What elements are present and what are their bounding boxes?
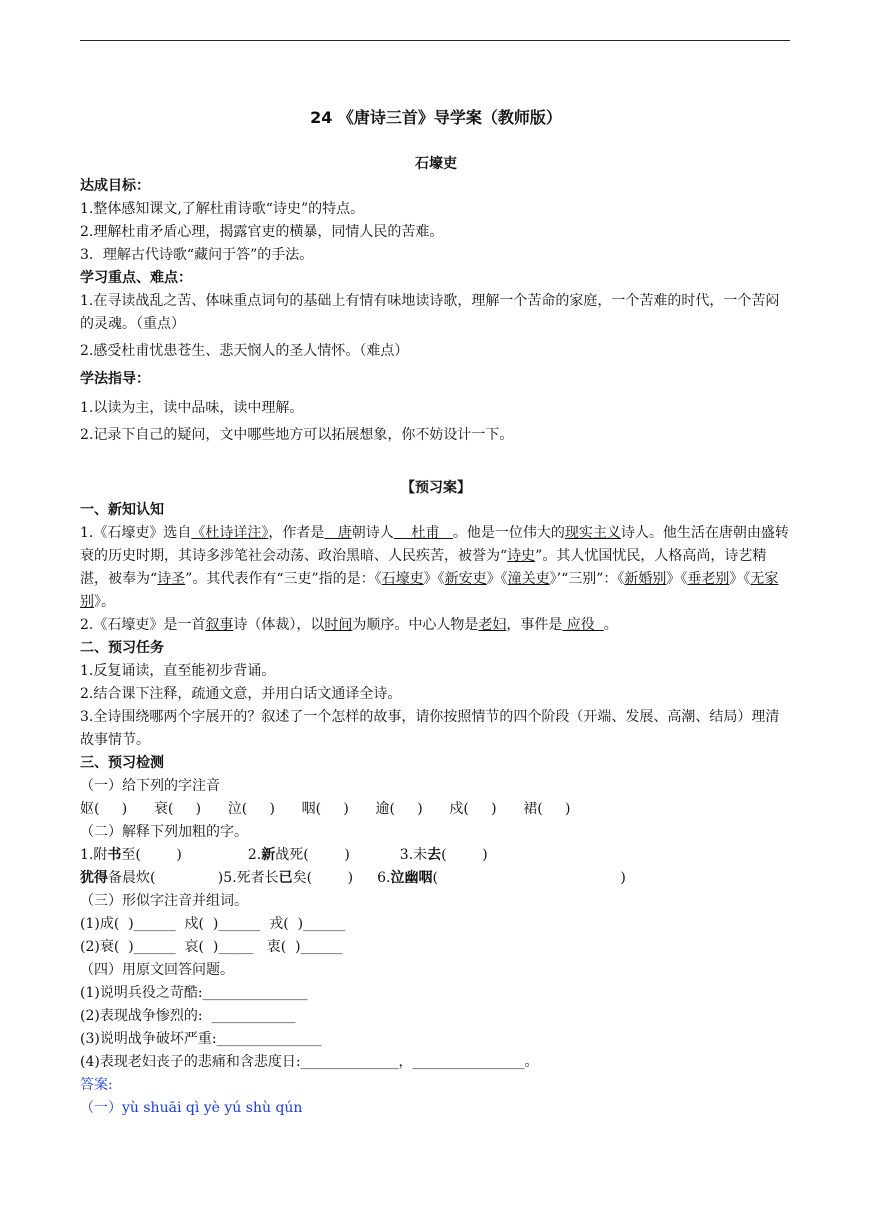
quote-question: (4)表现老妇丧子的悲痛和含悲度日:______________，________________。 (80, 1054, 539, 1070)
text: 备晨炊( )5.死者长 (108, 870, 279, 886)
explain-row (80, 844, 792, 867)
answer-style: 现实主义 (564, 525, 621, 541)
answer-order: 时间 (324, 617, 353, 633)
bold-char: 书 (107, 847, 122, 863)
header-rule (80, 40, 790, 41)
text: 诗（体裁），以 (233, 617, 325, 633)
question-title: （二）解释下列加粗的字。 (80, 824, 248, 840)
method-section (80, 368, 792, 391)
bold-char: 已 (278, 870, 293, 886)
text: 朝诗人 (351, 525, 394, 541)
focus-item: 2.感受杜甫忧患苍生、悲天悯人的圣人情怀。（难点） (80, 343, 409, 359)
goal-item: 2.理解杜甫矛盾心理，揭露官吏的横暴，同情人民的苦难。 (80, 224, 444, 240)
preview-section (80, 499, 792, 1120)
text: 》《 (729, 571, 751, 587)
method-heading: 学法指导： (80, 371, 150, 387)
text: 1.附 (80, 847, 108, 863)
quote-question: (2)表现战争惨烈的: ____________ (80, 1008, 296, 1024)
goals-section (80, 175, 792, 336)
answer-work: 石壕吏 (381, 571, 424, 587)
preview-heading-block (80, 477, 792, 500)
text: 诗人。他生活在唐朝由盛转衰的历史时期，其诗多涉笔社会动荡、政治黑暗、人民疾苦，被誉为“ (80, 525, 789, 564)
text: 》《 (423, 571, 445, 587)
answer-poet: 杜甫 (393, 525, 453, 541)
text: 2.《石壕吏》是一首 (80, 617, 206, 633)
question-title: （四）用原文回答问题。 (80, 962, 234, 978)
quote-question: (3)说明战争破坏严重:_______________ (80, 1031, 322, 1047)
bold-char: 泣幽咽 (390, 870, 433, 886)
pinyin-row: 妪( ) 衰( ) 泣( ) 咽( ) 逾( ) 戍( ) 裙( ) (80, 801, 571, 817)
text: ，作者是 (268, 525, 325, 541)
answer-work: 新婚别 (624, 571, 667, 587)
answer-dynasty: 唐 (324, 525, 352, 541)
document-title: 24 《唐诗三首》导学案（教师版） (310, 108, 562, 127)
text: 3.未 (399, 847, 428, 863)
text: 6. (377, 870, 391, 886)
text: 。 (603, 617, 618, 633)
answer-line: （一）yù shuāi qì yè yú shù qún (80, 1100, 303, 1116)
text: 》《 (666, 571, 688, 587)
section-title: 三、预习检测 (80, 755, 164, 771)
answer-shisheng: 诗圣 (157, 571, 186, 587)
answer-genre: 叙事 (205, 617, 234, 633)
answer-shishi: 诗史 (507, 548, 536, 564)
text: 战死( ) (275, 847, 350, 863)
text: 为顺序。中心人物是 (352, 617, 479, 633)
method-item: 1.以读为主，读中品味，读中理解。 (80, 400, 304, 416)
text: 》’“三别”：《 (549, 571, 625, 587)
answer-work: 无家别 (80, 571, 779, 610)
explain-row (80, 867, 792, 890)
method-item: 2.记录下自己的疑问，文中哪些地方可以拓展想象，你不妨设计一下。 (80, 427, 514, 443)
answer-work: 垂老别 (687, 571, 730, 587)
goal-item: 1.整体感知课文,了解杜甫诗歌“诗史”的特点。 (80, 201, 365, 217)
text: 至( ) (121, 847, 182, 863)
focus-item: 1.在寻读战乱之苦、体味重点词句的基础上有情有味地读诗歌，理解一个苦命的家庭，一个苦难的时代，一个苦闷的灵魂。（重点） (80, 293, 780, 332)
text: ”。其代表作有“三吏”指的是：《 (185, 571, 382, 587)
text: ，事件是 (506, 617, 563, 633)
answer-person: 老妇 (478, 617, 507, 633)
answer-work: 潼关吏 (507, 571, 550, 587)
goals-heading: 达成目标： (80, 178, 150, 194)
text: ( ) (441, 847, 488, 863)
text: ( ) (432, 870, 626, 886)
question-title: （一）给下列的字注音 (80, 778, 220, 794)
method-item-block (80, 424, 792, 447)
paragraph-author-info (80, 522, 792, 614)
preview-heading: 【预习案】 (401, 480, 471, 496)
text: 》《 (486, 571, 508, 587)
text: 。他是一位伟大的 (452, 525, 565, 541)
answer-book: 《杜诗详注》 (191, 525, 269, 541)
text: 矣( ) (292, 870, 354, 886)
section-title: 二、预习任务 (80, 640, 164, 656)
goal-item: 3．理解古代诗歌“藏问于答”的手法。 (80, 247, 314, 263)
similar-char-row: (2)衰( )______ 哀( )_____ 衷( )______ (80, 939, 343, 955)
text: 》。 (94, 594, 115, 610)
text: 1.《石壕吏》选自 (80, 525, 192, 541)
task-item: 3.全诗围绕哪两个字展开的？叙述了一个怎样的故事，请你按照情节的四个阶段（开端、发展、高潮、结局）理清故事情节。 (80, 709, 780, 748)
focus-heading: 学习重点、难点： (80, 270, 192, 286)
answer-event: 应役 (562, 617, 604, 633)
lesson-title: 石壕吏 (415, 156, 457, 172)
text: 2. (247, 847, 262, 863)
quote-question: (1)说明兵役之苛酷:_______________ (80, 985, 308, 1001)
bold-char: 新 (261, 847, 276, 863)
bold-char: 犹得 (80, 870, 108, 886)
question-title: （三）形似字注音并组词。 (80, 893, 248, 909)
method-item-block (80, 397, 792, 420)
answers-label: 答案: (80, 1077, 113, 1093)
task-item: 2.结合课下注释，疏通文意，并用白话文通译全诗。 (80, 686, 402, 702)
bold-char: 去 (427, 847, 442, 863)
answer-work: 新安吏 (444, 571, 487, 587)
task-item: 1.反复诵读，直至能初步背诵。 (80, 663, 276, 679)
similar-char-row: (1)成( )______ 戍( )______ 戎( )______ (80, 916, 346, 932)
paragraph-genre-info (80, 614, 792, 637)
text: ”。其人忧国忧民，人格高尚，诗艺精湛，被奉为“ (80, 548, 767, 587)
focus-item-2-block (80, 340, 792, 363)
section-title: 一、新知认知 (80, 502, 164, 518)
